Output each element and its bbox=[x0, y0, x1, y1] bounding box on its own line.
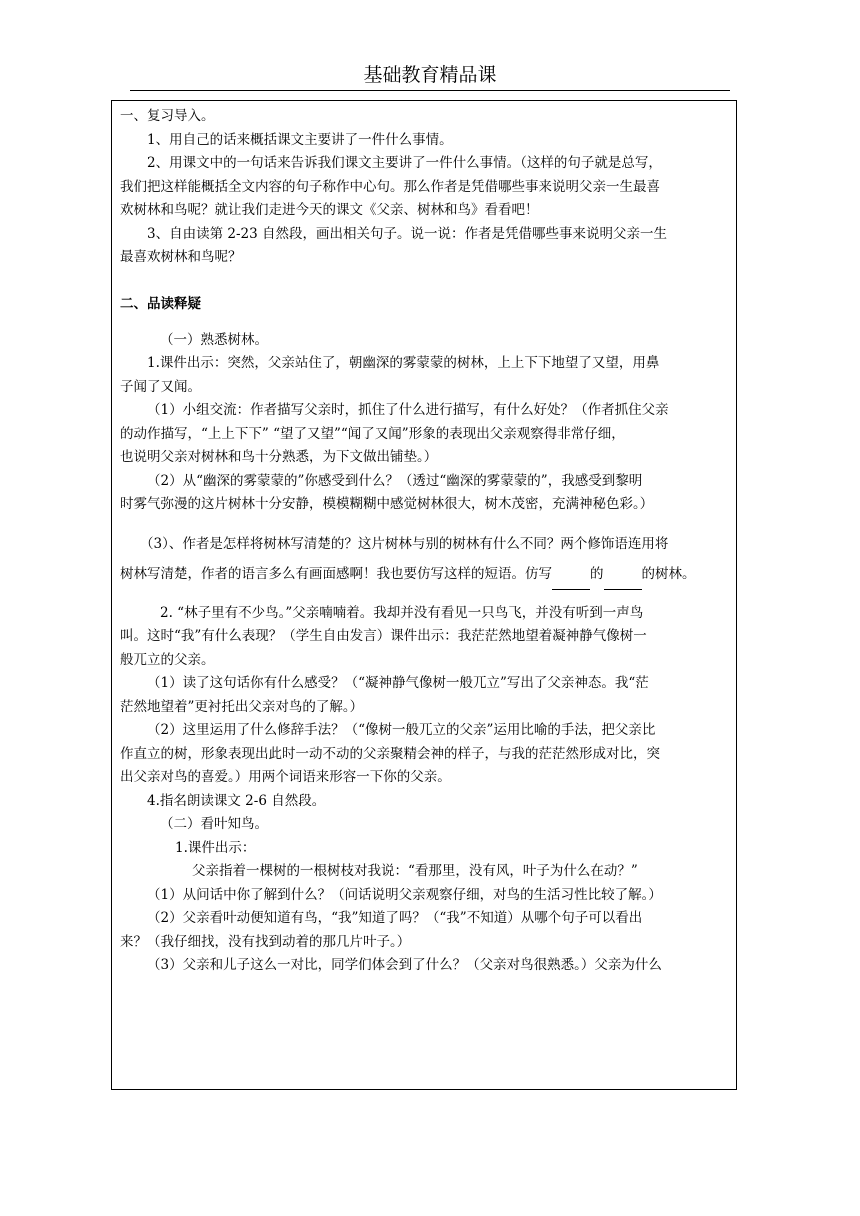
text-line: （1）从问话中你了解到什么？（问话说明父亲观察仔细，对鸟的生活习性比较了解。） bbox=[147, 886, 662, 903]
text-line: （2）从“幽深的雾蒙蒙的”你感受到什么？（透过“幽深的雾蒙蒙的”，我感受到黎明 bbox=[147, 472, 643, 489]
text-line: 4.指名朗读课文 2-6 自然段。 bbox=[147, 792, 326, 809]
text-line: 2、用课文中的一句话来告诉我们课文主要讲了一件什么事情。（这样的句子就是总写， bbox=[147, 155, 662, 171]
text-line: 最喜欢树林和鸟呢？ bbox=[120, 249, 242, 265]
fill-in-blank bbox=[604, 559, 642, 590]
text-line: 出父亲对鸟的喜爱。）用两个词语来形容一下你的父亲。 bbox=[120, 769, 451, 785]
text-segment: 的树林。 bbox=[641, 565, 696, 582]
text-segment: 的 bbox=[590, 565, 604, 582]
text-line: 父亲指着一棵树的一根树枝对我说：“看那里，没有风，叶子为什么在动？” bbox=[192, 863, 638, 879]
text-line: （一）熟悉树林。 bbox=[160, 331, 268, 348]
text-line: 来？（我仔细找，没有找到动着的那几片叶子。） bbox=[120, 933, 411, 950]
fill-in-blank bbox=[552, 559, 590, 590]
text-line: 我们把这样能概括全文内容的句子称作中心句。那么作者是凭借哪些事来说明父亲一生最喜 bbox=[120, 178, 660, 195]
text-line: 3、自由读第 2-23 自然段，画出相关句子。说一说：作者是凭借哪些事来说明父亲一生 bbox=[147, 225, 667, 242]
text-line: 一、复习导入。 bbox=[120, 108, 215, 124]
text-line: （2）父亲看叶动便知道有鸟，“我”知道了吗？（“我”不知道）从哪个句子可以看出 bbox=[147, 910, 643, 926]
text-line: （2）这里运用了什么修辞手法？（“像树一般兀立的父亲”运用比喻的手法，把父亲比 bbox=[147, 722, 656, 738]
text-line: 1.课件出示：突然，父亲站住了，朝幽深的雾蒙蒙的树林，上上下下地望了又望，用鼻 bbox=[147, 355, 660, 371]
text-line: （1）小组交流：作者描写父亲时，抓住了什么进行描写，有什么好处？（作者抓住父亲 bbox=[147, 402, 669, 418]
text-line: 茫然地望着”更衬托出父亲对鸟的了解。） bbox=[120, 698, 364, 715]
text-line: 欢树林和鸟呢？就让我们走进今天的课文《父亲、树林和鸟》看看吧！ bbox=[120, 202, 539, 218]
text-line: （1）读了这句话你有什么感受？（“凝神静气像树一般兀立”写出了父亲神态。我“茫 bbox=[147, 675, 649, 691]
text-line: 时雾气弥漫的这片树林十分安静，模模糊糊中感觉树林很大，树木茂密，充满神秘色彩。） bbox=[120, 496, 654, 512]
text-segment: 树林写清楚，作者的语言多么有画面感啊！我也要仿写这样的短语。仿写 bbox=[120, 565, 552, 582]
page-header-title: 基础教育精品课 bbox=[130, 60, 730, 91]
text-line: 2. “林子里有不少鸟。”父亲喃喃着。我却并没有看见一只鸟飞，并没有听到一声鸟 bbox=[160, 604, 644, 621]
text-line bbox=[120, 559, 728, 590]
text-line: 的动作描写，“上上下下” “望了又望”“闻了又闻”形象的表现出父亲观察得非常仔细， bbox=[120, 425, 625, 442]
text-line: 1.课件出示： bbox=[175, 839, 256, 856]
lesson-content-box bbox=[111, 100, 737, 1090]
text-line: 也说明父亲对树林和鸟十分熟悉，为下文做出铺垫。） bbox=[120, 449, 438, 465]
text-line: 叫。这时“我”有什么表现？（学生自由发言）课件出示：我茫茫然地望着凝神静气像树一 bbox=[120, 628, 647, 644]
text-line: 般兀立的父亲。 bbox=[120, 651, 215, 668]
text-line: 1、用自己的话来概括课文主要讲了一件什么事情。 bbox=[147, 131, 453, 148]
section-heading: 二、品读释疑 bbox=[120, 296, 201, 312]
text-line: （3）、作者是怎样将树林写清楚的？这片树林与别的树林有什么不同？两个修饰语连用将 bbox=[140, 535, 669, 552]
text-line: （二）看叶知鸟。 bbox=[160, 816, 268, 832]
text-line: （3）父亲和儿子这么一对比，同学们体会到了什么？（父亲对鸟很熟悉。）父亲为什么 bbox=[147, 957, 662, 973]
text-line: 子闻了又闻。 bbox=[120, 378, 201, 395]
text-line: 作直立的树，形象表现出此时一动不动的父亲聚精会神的样子，与我的茫茫然形成对比，突 bbox=[120, 745, 660, 762]
